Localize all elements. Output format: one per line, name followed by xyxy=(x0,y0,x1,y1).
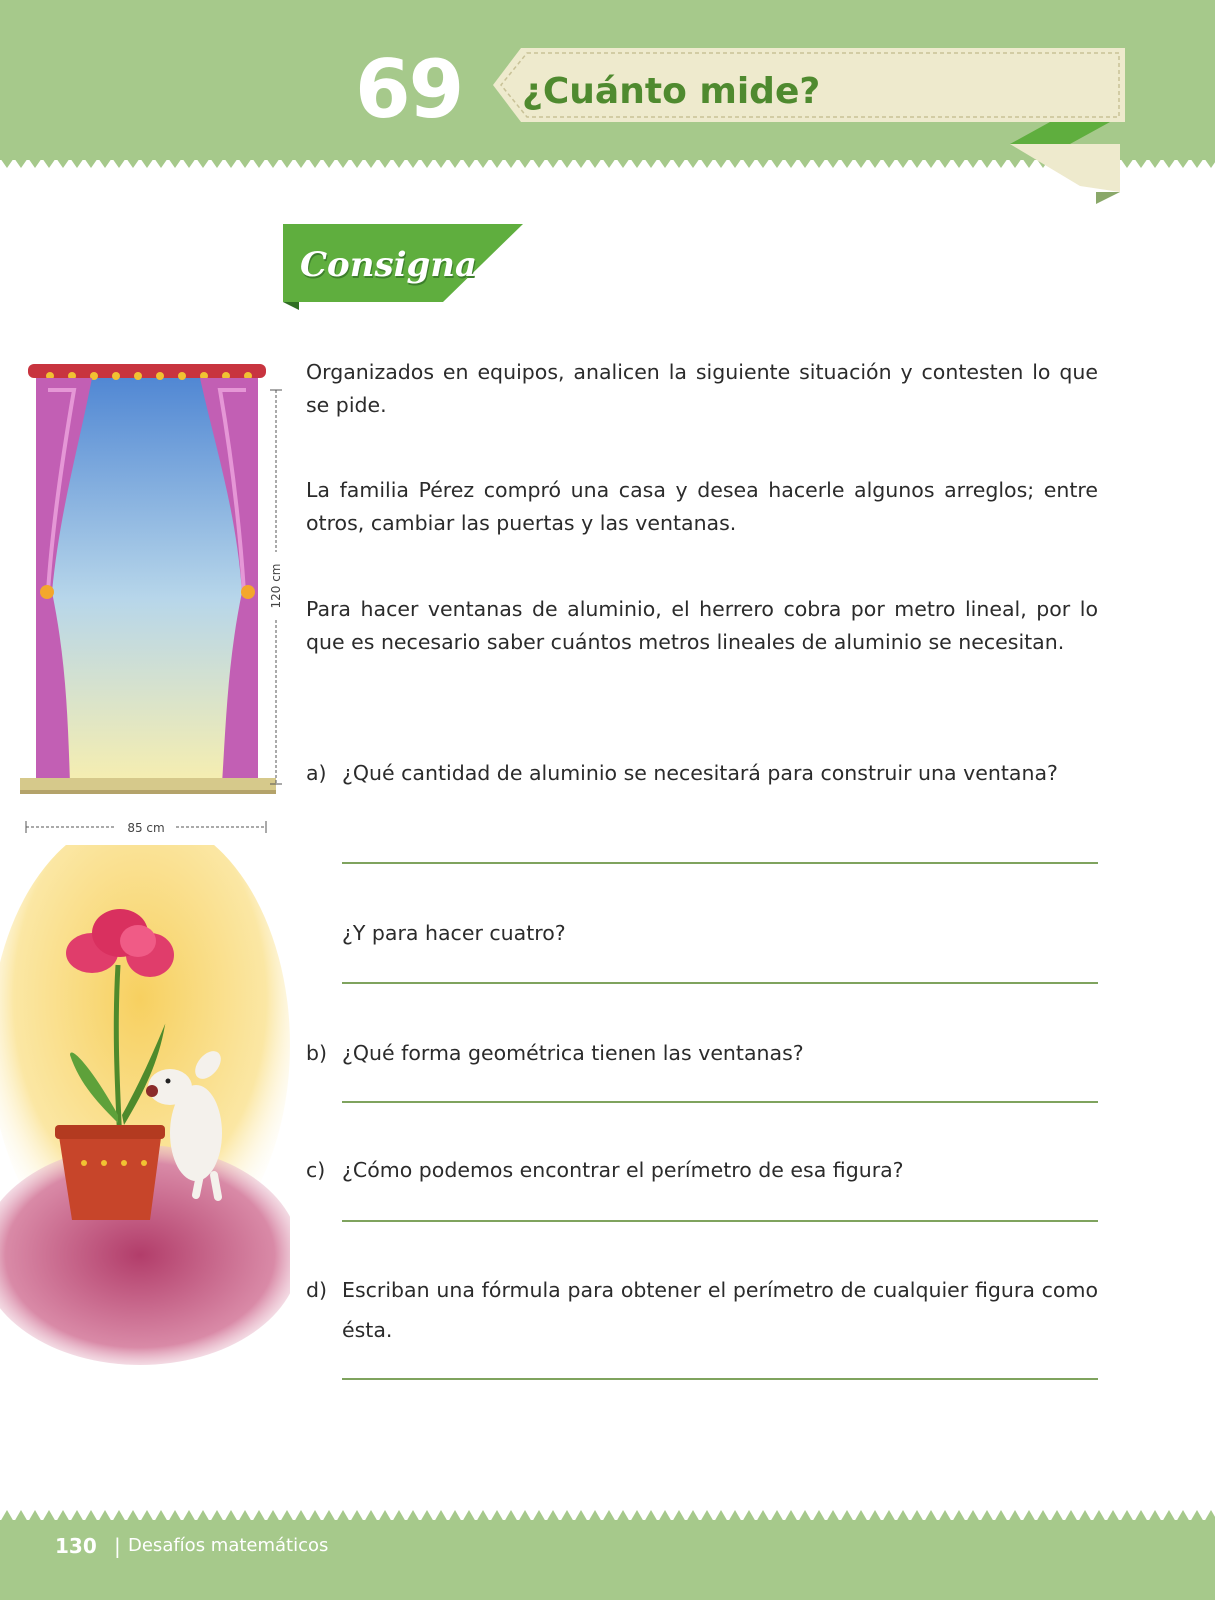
answer-line-b[interactable] xyxy=(342,1101,1098,1103)
window-height-label: 120 cm xyxy=(269,563,283,609)
answer-line-a2[interactable] xyxy=(342,982,1098,984)
question-a-followup: ¿Y para hacer cuatro? xyxy=(342,921,566,945)
question-b-letter: b) xyxy=(306,1041,328,1065)
consigna-label: Consigna xyxy=(300,245,478,285)
question-a-letter: a) xyxy=(306,761,327,785)
answer-line-d[interactable] xyxy=(342,1378,1098,1380)
page-number: 130 xyxy=(55,1534,97,1558)
problem-paragraph: Para hacer ventanas de aluminio, el herrero cobra por metro lineal, por lo que es necesario saber cuántos metros lineales de aluminio se necesitan. xyxy=(306,597,1098,654)
question-c-letter: c) xyxy=(306,1158,326,1182)
lesson-number: 69 xyxy=(355,43,463,136)
answer-line-a[interactable] xyxy=(342,862,1098,864)
question-d-letter: d) xyxy=(306,1278,328,1302)
context-paragraph: La familia Pérez compró una casa y desea hacerle algunos arreglos; entre otros, cambiar las puertas y las ventanas. xyxy=(306,478,1098,535)
book-title: Desafíos matemáticos xyxy=(128,1535,329,1556)
question-c-text: ¿Cómo podemos encontrar el perímetro de esa figura? xyxy=(342,1158,904,1182)
question-d-text: Escriban una fórmula para obtener el perímetro de cualquier figura como ésta. xyxy=(342,1278,1098,1342)
question-a-text: ¿Qué cantidad de aluminio se necesitará para construir una ventana? xyxy=(342,761,1058,785)
corner-ribbon-decoration xyxy=(1010,122,1130,212)
flower-illustration xyxy=(0,845,290,1365)
answer-line-c[interactable] xyxy=(342,1220,1098,1222)
intro-paragraph: Organizados en equipos, analicen la siguiente situación y contesten lo que se pide. xyxy=(306,360,1098,417)
window-illustration xyxy=(14,360,284,845)
footer-separator: | xyxy=(114,1534,121,1558)
page-title: ¿Cuánto mide? xyxy=(522,71,821,112)
question-b-text: ¿Qué forma geométrica tienen las ventanas? xyxy=(342,1041,804,1065)
window-width-label: 85 cm xyxy=(127,821,165,835)
